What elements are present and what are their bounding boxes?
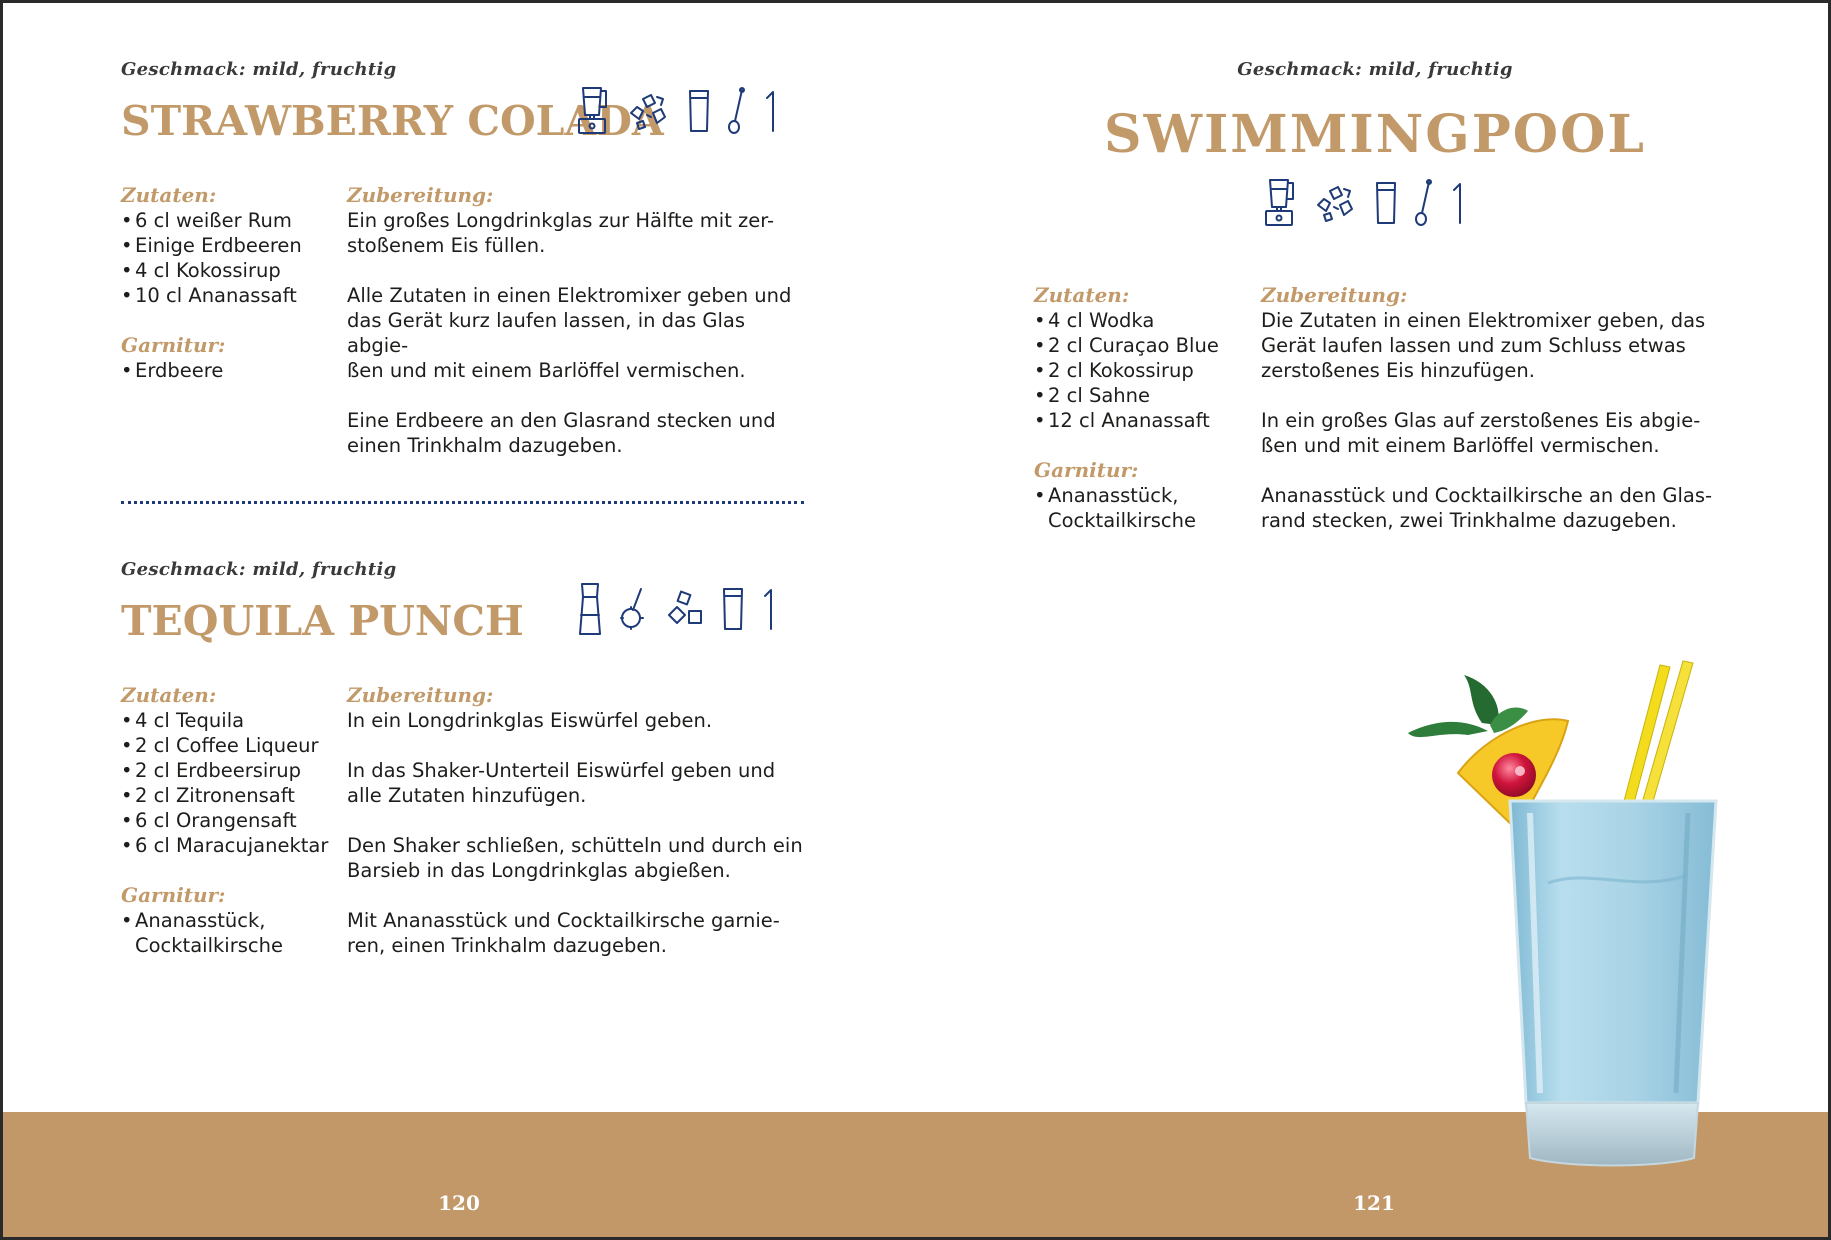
preparation-text: [347, 708, 817, 958]
recipe-title: TEQUILA PUNCH: [121, 597, 524, 645]
shaker-icon: [577, 581, 603, 637]
garnish-label: Garnitur:: [121, 333, 226, 357]
straw-icon: [1450, 180, 1464, 226]
crushed-ice-icon: [1314, 183, 1358, 223]
recipe-divider: [121, 501, 804, 504]
glass-base: [1526, 1103, 1698, 1166]
garnish-item: • Ananasstück, Cocktailkirsche: [121, 908, 336, 958]
equipment-icons: [1260, 177, 1464, 229]
ingredient-item: • 6 cl Orangensaft: [121, 808, 336, 833]
taste-line: Geschmack: mild, fruchtig: [121, 559, 397, 580]
ingredient-item: • 6 cl weißer Rum: [121, 208, 331, 233]
page-number-right: 121: [1353, 1191, 1395, 1215]
preparation-paragraph: Die Zutaten in einen Elektromixer geben, das Gerät laufen lassen und zum Schluss etwas zerstoßenes Eis hinzufügen.: [1261, 309, 1706, 382]
preparation-paragraph: Ein großes Longdrinkglas zur Hälfte mit zer- stoßenem Eis füllen.: [347, 209, 775, 257]
ingredient-item: • 4 cl Kokossirup: [121, 258, 331, 283]
blender-icon: [1260, 177, 1298, 229]
ingredient-item: • 2 cl Sahne: [1034, 383, 1249, 408]
preparation-paragraph: In ein großes Glas auf zerstoßenes Eis abgie- ßen und mit einem Barlöffel vermischen.: [1261, 409, 1701, 457]
garnish-list: [121, 908, 336, 958]
preparation-paragraph: In ein Longdrinkglas Eiswürfel geben.: [347, 709, 713, 732]
preparation-paragraph: Mit Ananasstück und Cocktailkirsche garnie- ren, einen Trinkhalm dazugeben.: [347, 909, 780, 957]
bar-spoon-icon: [1414, 179, 1434, 227]
preparation-label: Zubereitung:: [347, 683, 494, 707]
longdrink-glass-icon: [687, 88, 711, 134]
ingredient-item: • 4 cl Wodka: [1034, 308, 1249, 333]
ingredient-item: • 2 cl Kokossirup: [1034, 358, 1249, 383]
ingredients-label: Zutaten:: [121, 683, 217, 707]
ingredient-item: • 2 cl Curaçao Blue: [1034, 333, 1249, 358]
ingredients-label: Zutaten:: [121, 183, 217, 207]
preparation-paragraph: Den Shaker schließen, schütteln und durch ein Barsieb in das Longdrinkglas abgießen.: [347, 834, 803, 882]
longdrink-glass-icon: [721, 586, 745, 632]
ingredient-item: • Einige Erdbeeren: [121, 233, 331, 258]
preparation-paragraph: In das Shaker-Unterteil Eiswürfel geben und alle Zutaten hinzufügen.: [347, 759, 776, 807]
crushed-ice-icon: [627, 91, 671, 131]
ingredient-item: • 6 cl Maracujanektar: [121, 833, 336, 858]
ingredient-item: • 2 cl Zitronensaft: [121, 783, 336, 808]
ingredient-item: • 10 cl Ananassaft: [121, 283, 331, 308]
straw-icon: [763, 88, 777, 134]
preparation-label: Zubereitung:: [1261, 283, 1408, 307]
recipe-title: SWIMMINGPOOL: [1104, 104, 1646, 165]
ingredient-item: • 2 cl Erdbeersirup: [121, 758, 336, 783]
ingredients-list: [1034, 308, 1249, 433]
ingredients-label: Zutaten:: [1034, 283, 1130, 307]
equipment-icons: [577, 581, 775, 637]
pineapple-leaves: [1408, 675, 1528, 737]
preparation-label: Zubereitung:: [347, 183, 494, 207]
ingredients-list: [121, 708, 336, 858]
bar-spoon-icon: [727, 87, 747, 135]
garnish-item: • Ananasstück, Cocktailkirsche: [1034, 483, 1249, 533]
cocktail-cherry: [1492, 753, 1536, 797]
page-number-left: 120: [438, 1191, 480, 1215]
preparation-text: [347, 208, 807, 458]
recipe-title: STRAWBERRY COLADA: [121, 97, 664, 145]
garnish-label: Garnitur:: [121, 883, 226, 907]
garnish-list: [121, 358, 331, 383]
taste-line: Geschmack: mild, fruchtig: [1237, 59, 1513, 80]
taste-line: Geschmack: mild, fruchtig: [121, 59, 397, 80]
strainer-icon: [619, 586, 649, 632]
preparation-text: [1261, 308, 1731, 533]
garnish-list: [1034, 483, 1249, 533]
straw-icon: [761, 586, 775, 632]
equipment-icons: [573, 85, 777, 137]
ice-cubes-icon: [665, 589, 705, 629]
preparation-paragraph: Ananasstück und Cocktailkirsche an den Glas- rand stecken, zwei Trinkhalme dazugeben.: [1261, 484, 1713, 532]
cocktail-photo: [1398, 653, 1728, 1173]
preparation-paragraph: Eine Erdbeere an den Glasrand stecken und einen Trinkhalm dazugeben.: [347, 409, 776, 457]
straw-pair: [1624, 661, 1693, 805]
ingredient-item: • 4 cl Tequila: [121, 708, 336, 733]
ingredient-item: • 2 cl Coffee Liqueur: [121, 733, 336, 758]
ingredient-item: • 12 cl Ananassaft: [1034, 408, 1249, 433]
longdrink-glass-icon: [1374, 180, 1398, 226]
preparation-paragraph: Alle Zutaten in einen Elektromixer geben und das Gerät kurz laufen lassen, in das Glas abgie- ßen und mit einem Barlöffel vermischen.: [347, 284, 792, 382]
blender-icon: [573, 85, 611, 137]
garnish-label: Garnitur:: [1034, 458, 1139, 482]
garnish-item: • Erdbeere: [121, 358, 331, 383]
ingredients-list: [121, 208, 331, 308]
